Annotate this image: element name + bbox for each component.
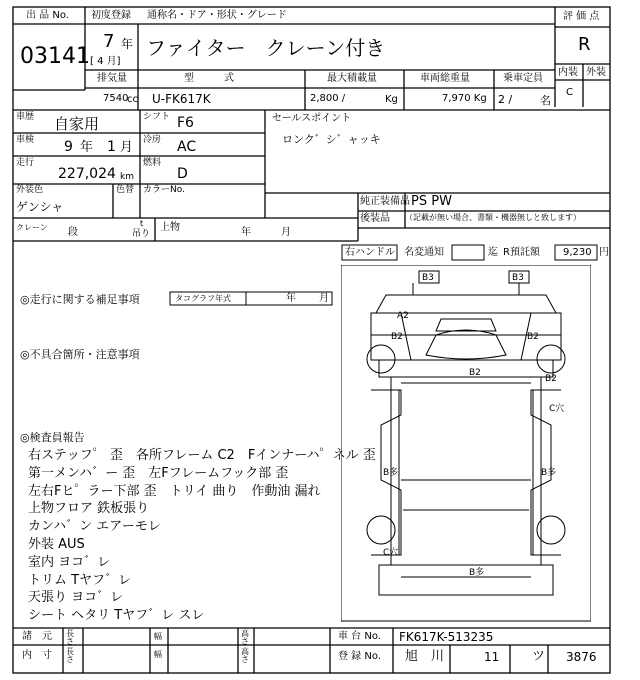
- crane-t-unit: t: [140, 219, 144, 228]
- report-line: トリム Tヤフ゛レ: [28, 572, 132, 588]
- tachograph-month-unit: 月: [319, 293, 329, 304]
- recycle-label: R預託額: [503, 247, 540, 258]
- up-year-unit: 年: [241, 227, 251, 238]
- registration-area: 旭 川: [405, 649, 445, 664]
- cc-unit: cc: [127, 94, 138, 105]
- tachograph-label: タコグラフ年式: [175, 294, 231, 303]
- up-month-unit: 月: [281, 227, 291, 238]
- registration-kana: ツ: [532, 649, 546, 664]
- load-label: 最大積載量: [327, 73, 377, 84]
- mileage-label: 走行: [16, 158, 35, 168]
- report-line: 右ステッフ゜ 歪 各所フレーム C2 Fインナーハ゜ネル 歪: [28, 448, 376, 463]
- width-label-1: 幅: [154, 632, 162, 641]
- lot-number: 03141: [20, 44, 90, 69]
- kg-unit: Kg: [385, 94, 398, 105]
- type-label: 型 式: [184, 73, 234, 84]
- tachograph-year-unit: 年: [286, 293, 296, 304]
- load-value: 2,800 /: [310, 93, 346, 104]
- report-line: シート ヘタリ Tヤフ゛レ スレ: [28, 608, 205, 624]
- ac-value: AC: [177, 139, 197, 155]
- report-line: 上物フロア 鉄板張り: [28, 501, 150, 517]
- type-value: U-FK617K: [152, 92, 211, 106]
- inspector-report-lines: [28, 447, 376, 625]
- genuine-value: PS PW: [411, 194, 452, 209]
- chassis-number: FK617K-513235: [399, 630, 494, 644]
- crane-stage-unit: 段: [68, 227, 78, 238]
- diagram-mark: B多: [469, 568, 485, 578]
- diagram-mark: B多: [383, 468, 399, 478]
- diagram-mark: B2: [391, 332, 403, 342]
- registration-label: 登 録 No.: [338, 651, 381, 662]
- model-label: 通称名・ドア・形状・グレード: [147, 10, 287, 21]
- handle-position: 右ハンドル: [345, 247, 395, 258]
- crane-label: クレーン: [16, 223, 48, 232]
- recycle-value: 9,230: [563, 247, 592, 258]
- inspection-label: 車検: [16, 135, 35, 145]
- name-change-label: 名変通知: [404, 247, 444, 258]
- shift-value: F6: [177, 115, 194, 131]
- capacity-label: 乗車定員: [503, 73, 543, 84]
- chassis-label: 車 台 No.: [338, 631, 381, 642]
- reg-year: 7: [103, 31, 115, 52]
- truck-damage-diagram: [341, 265, 591, 625]
- up-label: 上物: [160, 222, 180, 233]
- recycle-unit: 円: [599, 247, 609, 258]
- until-label: 迄: [488, 247, 498, 258]
- fuel-value: D: [177, 166, 188, 182]
- height-label-1: 高さ: [241, 629, 249, 646]
- diagram-mark: C穴: [549, 404, 565, 414]
- color-change-label: 色替: [116, 185, 135, 195]
- registration-class: 11: [484, 650, 500, 664]
- driving-supplement-label: ◎走行に関する補足事項: [20, 293, 140, 306]
- report-line: 左右Fヒ゜ラー下部 歪 トリイ 曲り 作動油 漏れ: [28, 483, 321, 499]
- history-label: 車歴: [16, 112, 35, 122]
- height-label-2: 高さ: [241, 647, 249, 664]
- diagram-mark: B2: [527, 332, 539, 342]
- color-value: ゲンシャ: [16, 200, 64, 214]
- inspection-year: 9: [64, 139, 73, 155]
- diagram-mark: A2: [397, 311, 409, 321]
- spec-label: 諸 元: [22, 631, 52, 642]
- capacity-unit: 名: [540, 94, 551, 107]
- inspection-month-unit: 月: [120, 140, 134, 155]
- gross-value: 7,970 Kg: [442, 93, 487, 104]
- eval-score: R: [578, 34, 591, 55]
- interior-label: 内装: [558, 67, 578, 78]
- displacement-value: 7540: [103, 93, 129, 104]
- displacement-label: 排気量: [97, 73, 127, 84]
- inspection-year-unit: 年: [80, 140, 94, 155]
- inspector-report-label: ◎検査員報告: [20, 431, 85, 444]
- reg-year-unit: 年: [121, 37, 134, 51]
- report-line: 第一メンハ゛ー 歪 左Fフレームフック部 歪: [28, 465, 289, 481]
- exterior-label: 外装: [586, 67, 606, 78]
- length-label-1: 長さ: [66, 629, 74, 646]
- genuine-label: 純正装備品: [360, 196, 410, 207]
- registration-number: 3876: [566, 650, 597, 664]
- color-code-label: カラーNo.: [143, 185, 185, 195]
- diagram-mark: B2: [469, 368, 481, 378]
- capacity-value: 2 /: [498, 93, 513, 106]
- report-line: カンハ゛ン エアーモレ: [28, 519, 161, 535]
- ac-label: 冷房: [143, 135, 162, 145]
- sales-point-text: ロンク゛シ゛ャッキ: [282, 133, 381, 146]
- history-value: 自家用: [54, 115, 100, 133]
- interior-score: C: [566, 87, 573, 98]
- inspection-month: 1: [107, 139, 116, 155]
- diagram-mark: C穴: [383, 548, 399, 558]
- reg-label: 初度登録: [91, 10, 131, 21]
- diagram-mark: B3: [422, 273, 434, 283]
- km-unit: km: [120, 172, 134, 182]
- reg-month: [ 4 月]: [90, 56, 121, 67]
- lot-label: 出 品 No.: [26, 10, 69, 21]
- crane-lift-label: 吊り: [132, 229, 151, 239]
- defect-label: ◎不具合箇所・注意事項: [20, 348, 140, 361]
- width-label-2: 幅: [154, 650, 162, 659]
- eval-label: 評 価 点: [563, 11, 600, 22]
- report-line: 室内 ヨコ゛レ: [28, 554, 111, 570]
- diagram-mark: B多: [541, 468, 557, 478]
- report-line: 外装 AUS: [28, 536, 85, 552]
- aftermarket-label: 後装品: [360, 213, 390, 224]
- diagram-mark: B3: [512, 273, 524, 283]
- diagram-mark: B2: [545, 374, 557, 384]
- gross-label: 車両総重量: [420, 73, 470, 84]
- color-label: 外装色: [16, 185, 44, 195]
- aftermarket-note: （記載が無い場合、書類・機器無しと致します）: [405, 213, 581, 222]
- fuel-label: 燃料: [143, 158, 162, 168]
- model-name: ファイター クレーン付き: [146, 36, 386, 60]
- shift-label: シフト: [143, 112, 171, 122]
- report-line: 天張り ヨコ゛レ: [28, 590, 124, 606]
- length-label-2: 長さ: [66, 647, 74, 664]
- sales-point-label: セールスポイント: [272, 113, 352, 124]
- inner-size-label: 内 寸: [22, 650, 52, 661]
- mileage-value: 227,024: [58, 166, 116, 182]
